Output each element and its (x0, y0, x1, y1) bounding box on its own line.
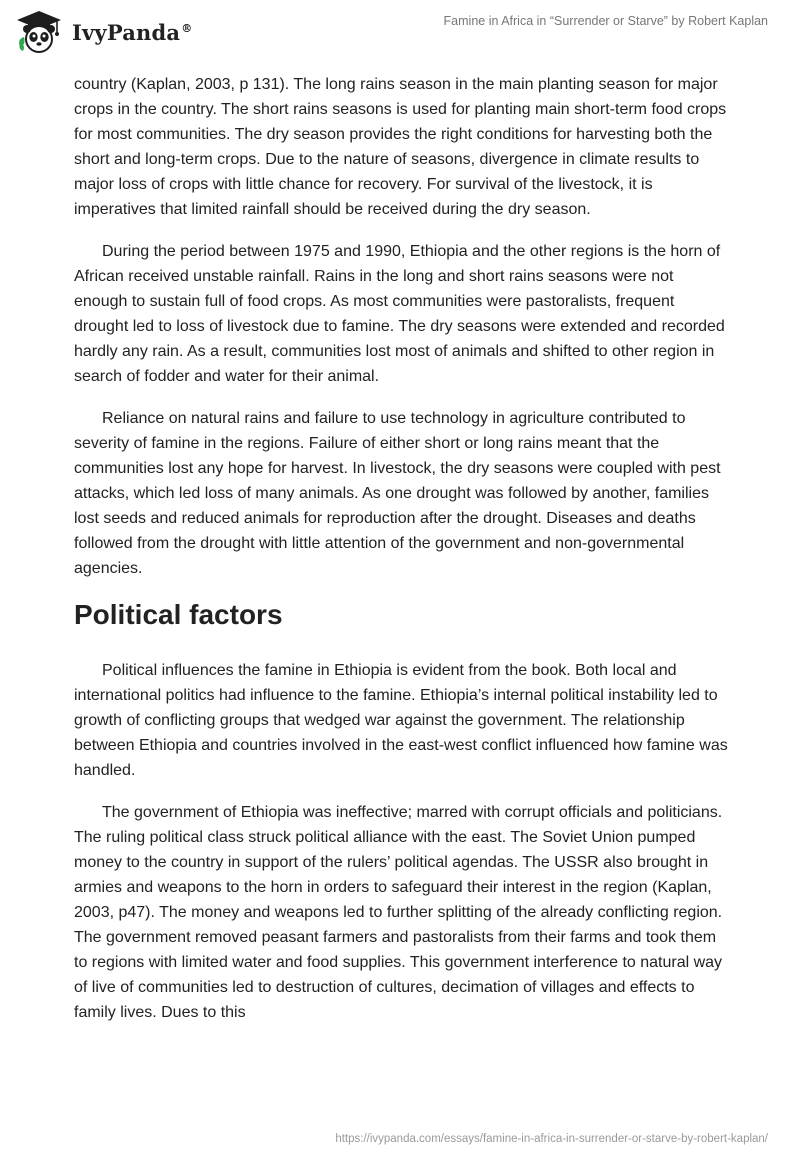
panda-graduate-logo-icon (14, 9, 64, 55)
section-heading: Political factors (74, 599, 283, 630)
source-url[interactable]: https://ivypanda.com/essays/famine-in-africa-in-surrender-or-starve-by-robert-kaplan/ (335, 1133, 768, 1145)
paragraph: country (Kaplan, 2003, p 131). The long rains season in the main planting season for major crops in the country. The short rains seasons is used for planting main short-term food crops for most communities. The dry season provides the right conditions for harvesting both the short and long-term crops. Due to the nature of seasons, divergence in climate results to major loss of crops with little chance for recovery. For survival of the livestock, it is imperatives that limited rainfall should be received during the dry season. (74, 76, 727, 218)
paragraph: Reliance on natural rains and failure to use technology in agriculture contributed to severity of famine in the regions. Failure of either short or long rains meant that the communities lost any hope for harvest. In livestock, the dry seasons were coupled with pest attacks, which led loss of many animals. As one drought was followed by another, families lost seeds and reduced animals for reproduction after the drought. Diseases and deaths followed from the drought with little attention of the government and non-governmental agencies. (74, 410, 721, 577)
document-title: Famine in Africa in “Surrender or Starve” by Robert Kaplan (443, 14, 768, 28)
paragraph: The government of Ethiopia was ineffective; marred with corrupt officials and politicians. The ruling political class struck political alliance with the east. The Soviet Union pumped money to the country in support of the rulers’ political agendas. The USSR also brought in armies and weapons to the horn in orders to safeguard their interest in the region (Kaplan, 2003, p47). The money and weapons led to further splitting of the already conflicting region. The government removed peasant farmers and pastoralists from their farms and took them to regions with limited water and food supplies. This government interference to natural way of live of communities led to destruction of cultures, decimation of villages and effects to family lives. Dues to this (74, 804, 723, 1021)
ivypanda-logo[interactable] (14, 8, 192, 56)
brand-name: IvyPanda® (72, 19, 193, 45)
paragraph: During the period between 1975 and 1990, Ethiopia and the other regions is the horn of African received unstable rainfall. Rains in the long and short rains seasons were not enough to sustain full of food crops. As most communities were pastoralists, frequent drought led to loss of livestock due to famine. The dry seasons were extended and recorded hardly any rain. As a result, communities lost most of animals and shifted to other region in search of fodder and water for their animal. (74, 243, 725, 385)
paragraph: Political influences the famine in Ethiopia is evident from the book. Both local and international politics had influence to the famine. Ethiopia’s internal political instability led to growth of conflicting groups that wedged war against the government. The relationship between Ethiopia and countries involved in the east-west conflict influenced how famine was handled. (74, 662, 728, 779)
essay-body (74, 72, 730, 1042)
page-header (0, 0, 800, 66)
